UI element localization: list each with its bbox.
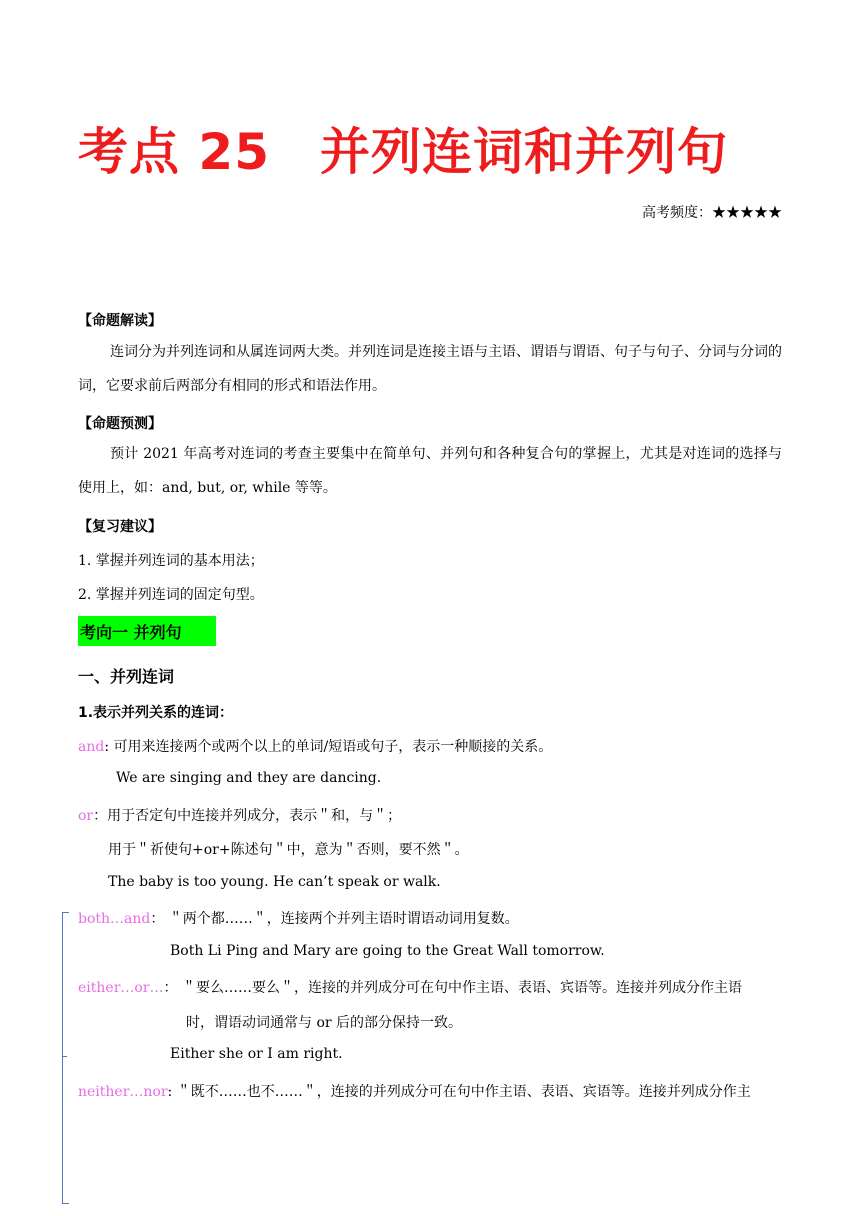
example-or: The baby is too young. He can’t speak or walk.	[108, 874, 441, 890]
advice-item: 2. 掌握并列连词的固定句型。	[78, 587, 264, 603]
entry-and	[78, 736, 552, 756]
definition-and: : 可用来连接两个或两个以上的单词/短语或句子，表示一种顺接的关系。	[104, 739, 553, 755]
predict-text: 预计 2021 年高考对连词的考查主要集中在简单句、并列句和各种复合句的掌握上，尤其是对连词的选择与使用上，如：and, but, or, while 等等。	[78, 446, 782, 496]
definition-either-2: 时，谓语动词通常与 or 后的部分保持一致。	[186, 1015, 463, 1031]
keyword-either: either…or…	[78, 980, 164, 996]
definition-or: ：用于否定句中连接并列成分，表示＂和，与＂；	[93, 808, 402, 824]
direction-banner	[78, 616, 216, 646]
keyword-both: both…and	[78, 911, 151, 927]
entry-either	[78, 977, 742, 997]
example-either: Either she or I am right.	[170, 1046, 343, 1062]
entry-both	[78, 908, 519, 928]
page-title	[78, 112, 728, 184]
definition-both: ： ＂两个都……＂，连接两个并列主语时谓语动词用复数。	[150, 911, 519, 927]
keyword-neither: neither…nor	[78, 1084, 168, 1100]
keyword-and: and	[78, 739, 105, 755]
advice-item: 1. 掌握并列连词的基本用法；	[78, 553, 264, 569]
frequency-label: 高考频度：	[642, 205, 712, 221]
entry-neither	[78, 1081, 751, 1101]
keyword-or: or	[78, 808, 94, 824]
interpret-heading: 【命题解读】	[78, 313, 162, 329]
title-main: 并列连词和并列句	[320, 123, 728, 181]
title-prefix: 考点 25	[78, 123, 270, 181]
definition-or-2: 用于＂祈使句+or+陈述句＂中，意为＂否则，要不然＂。	[108, 842, 469, 858]
comment-bracket	[62, 912, 69, 1204]
frequency-rating	[642, 202, 782, 222]
predict-heading: 【命题预测】	[78, 416, 162, 432]
subheading: 一、并列连词	[78, 667, 175, 686]
direction-label: 考向一 并列句	[80, 623, 182, 642]
example-both: Both Li Ping and Mary are going to the Great Wall tomorrow.	[170, 943, 605, 959]
definition-neither: : ＂既不……也不……＂，连接的并列成分可在句中作主语、表语、宾语等。连接并列成分作主	[167, 1084, 751, 1100]
entry-or	[78, 805, 401, 825]
example-and: We are singing and they are dancing.	[116, 770, 382, 786]
comment-bracket-tick	[62, 1056, 67, 1057]
interpret-text: 连词分为并列连词和从属连词两大类。并列连词是连接主语与主语、谓语与谓语、句子与句子、分词与分词的词，它要求前后两部分有相同的形式和语法作用。	[78, 344, 782, 394]
subsubheading: 1.表示并列关系的连词：	[78, 705, 234, 721]
frequency-stars: ★★★★★	[712, 205, 782, 221]
advice-heading: 【复习建议】	[78, 519, 162, 535]
definition-either: ： ＂要么……要么＂，连接的并列成分可在句中作主语、表语、宾语等。连接并列成分作主语	[163, 980, 742, 996]
